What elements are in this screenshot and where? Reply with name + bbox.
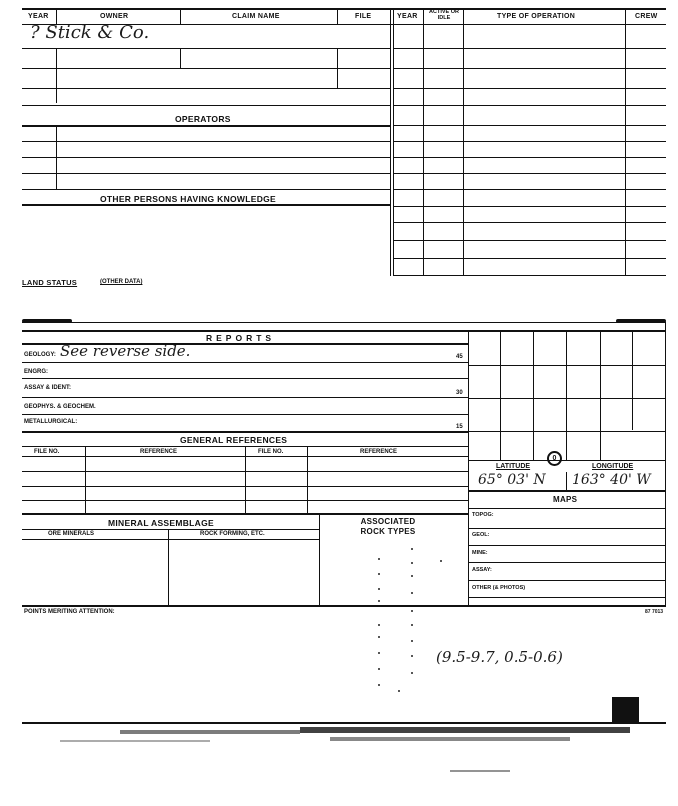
header-active-or-idle: ACTIVE OR IDLE <box>429 9 459 21</box>
report-label-metallurgical: METALLURGICAL: <box>24 419 78 425</box>
latitude-label: LATITUDE <box>496 463 531 470</box>
form-code: 87 7013 <box>645 609 664 615</box>
ref-header-file-no-2: FILE NO. <box>258 449 284 455</box>
land-status-label: LAND STATUS <box>22 278 78 287</box>
land-status-sublabel: (OTHER DATA) <box>100 279 143 285</box>
other-persons-label: OTHER PERSONS HAVING KNOWLEDGE <box>100 194 277 204</box>
longitude-value: 163° 40' W <box>572 472 651 488</box>
header-year-2: YEAR <box>397 13 418 20</box>
report-num-assay: 30 <box>456 390 463 396</box>
report-label-engrg: ENGRG: <box>24 369 48 375</box>
header-year: YEAR <box>28 13 49 20</box>
header-file: FILE <box>355 13 372 20</box>
handwritten-coordinate-note: (9.5-9.7, 0.5-0.6) <box>436 648 563 666</box>
general-references-title: GENERAL REFERENCES <box>180 435 288 445</box>
maps-title: MAPS <box>553 495 578 504</box>
header-type-of-operation: TYPE OF OPERATION <box>497 13 576 20</box>
ref-header-file-no-1: FILE NO. <box>34 449 60 455</box>
longitude-label: LONGITUDE <box>592 463 634 470</box>
report-label-geophys: GEOPHYS. & GEOCHEM. <box>24 404 96 410</box>
report-num-metallurgical: 15 <box>456 424 463 430</box>
ref-header-reference-1: REFERENCE <box>140 449 178 455</box>
operators-label: OPERATORS <box>175 114 231 124</box>
reports-title: REPORTS <box>206 333 276 343</box>
report-label-assay: ASSAY & IDENT: <box>24 385 72 391</box>
ref-header-reference-2: REFERENCE <box>360 449 398 455</box>
header-owner: OWNER <box>100 13 129 20</box>
location-circle-marker: 0 <box>547 451 562 466</box>
rock-forming-label: ROCK FORMING, ETC. <box>200 531 265 537</box>
report-label-geology: GEOLOGY: <box>24 352 56 358</box>
owner-handwritten-entry: ? Stick & Co. <box>30 22 150 43</box>
header-claim-name: CLAIM NAME <box>232 13 280 20</box>
report-num-geology: 45 <box>456 354 463 360</box>
maps-row-geol: GEOL: <box>472 532 490 538</box>
mineral-assemblage-title: MINERAL ASSEMBLAGE <box>108 518 214 528</box>
latitude-value: 65° 03' N <box>478 472 546 488</box>
ore-minerals-label: ORE MINERALS <box>48 531 95 537</box>
header-crew: CREW <box>635 13 658 20</box>
maps-row-mine: MINE: <box>472 550 488 556</box>
maps-row-assay: ASSAY: <box>472 567 492 573</box>
maps-row-topog: TOPOG: <box>472 512 494 518</box>
maps-row-other: OTHER (& PHOTOS) <box>472 585 526 591</box>
points-meriting-attention-label: POINTS MERITING ATTENTION: <box>24 609 115 615</box>
associated-rock-types-title: ASSOCIATED ROCK TYPES <box>360 517 416 536</box>
report-value-geology: See reverse side. <box>60 342 191 360</box>
